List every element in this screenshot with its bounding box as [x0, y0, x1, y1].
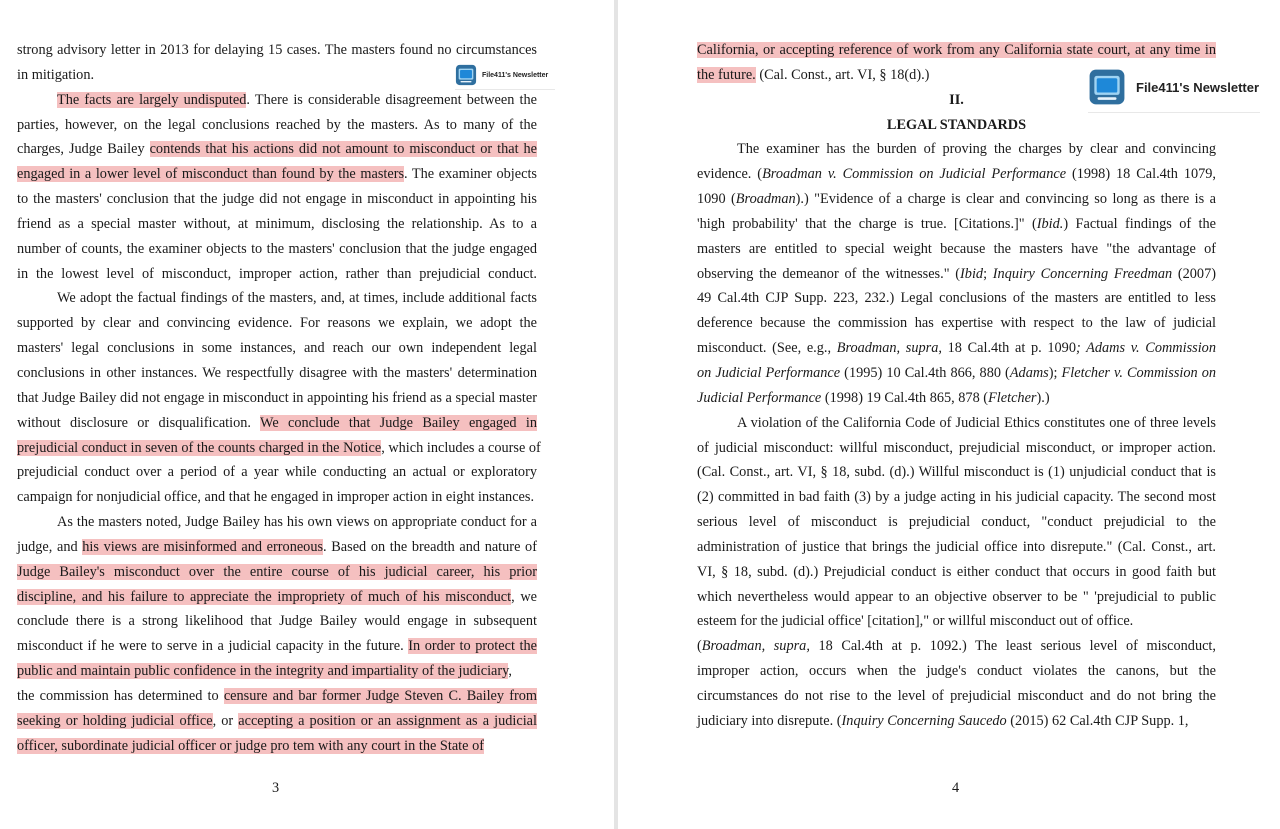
text-span: misconduct if he were to serve in a judicial capacity in the future.	[17, 638, 409, 655]
highlighted-text: censure and bar former Judge Steven C. Bailey from	[223, 687, 537, 704]
text-line	[17, 286, 537, 311]
text-span: administration of justice that brings the judicial office into disrepute." (Cal. Const., art.	[697, 538, 1216, 555]
text-span: parties, however, on the legal conclusions reached by the masters. As to many of the	[17, 116, 537, 133]
text-span: ;	[983, 265, 993, 282]
highlighted-text: Judge Bailey's misconduct over the entire course of his judicial career, his prior	[17, 563, 537, 580]
text-span: (2007)	[1172, 265, 1216, 282]
page-number: 3	[272, 780, 280, 796]
text-span: . Based on the breadth and nature of	[323, 538, 537, 555]
text-span: prejudicial conduct over a period of a year while conducting an actual or exploratory	[17, 464, 537, 481]
text-span: (1998) 19 Cal.4th 865, 878 (	[821, 389, 989, 406]
text-line	[17, 436, 541, 461]
text-span: misconduct. (See, e.g.,	[697, 340, 837, 357]
text-span: conclusions in other instances. We respectfully disagree with the masters' determination	[17, 364, 537, 381]
text-span: . There is considerable disagreement between the	[246, 91, 537, 108]
text-line	[697, 361, 1216, 386]
highlighted-text: engaged in a lower level of misconduct than found by the masters	[17, 166, 405, 183]
text-line	[697, 535, 1216, 560]
text-line	[17, 585, 537, 610]
text-line	[697, 634, 1216, 659]
highlighted-text: discipline, and his failure to appreciate the impropriety of much of his misconduct	[17, 588, 512, 605]
text-span: 'high probability' that the charge is true. [Citations.]" (	[697, 215, 1037, 232]
text-span: , which includes a course of	[381, 439, 541, 456]
text-line	[697, 460, 1216, 485]
text-line	[697, 38, 1216, 63]
text-line	[697, 436, 1216, 461]
text-span: LEGAL STANDARDS	[886, 116, 1027, 133]
text-span: ).) "Evidence of a charge is clear and convincing so long as there is a	[795, 191, 1216, 208]
text-span: esteem for the judicial office' [citation]," or willful misconduct out of office.	[697, 613, 1134, 630]
text-span: conclude there is a strong likelihood that Judge Bailey would engage in subsequent	[17, 613, 537, 630]
text-span: , we	[511, 588, 537, 605]
case-citation: Fletcher	[988, 389, 1037, 406]
newsletter-badge[interactable]	[455, 61, 555, 90]
text-span: . The examiner objects	[404, 166, 537, 183]
text-line	[17, 187, 537, 212]
text-line	[697, 113, 1216, 138]
text-span: masters are entitled to special weight because the masters have "the advantage of	[697, 240, 1216, 257]
text-line	[17, 88, 537, 113]
text-line	[697, 485, 1216, 510]
case-citation: Inquiry Concerning Freedman	[992, 265, 1173, 282]
text-span: (	[697, 638, 702, 655]
text-span: ).)	[1036, 389, 1050, 406]
text-span: charges, Judge Bailey	[17, 141, 150, 158]
text-span: without disclosure or disqualification.	[17, 414, 261, 431]
text-line	[17, 311, 537, 336]
text-line	[17, 684, 537, 709]
text-span: (Cal. Const., art. VI, § 18(d).)	[755, 66, 930, 83]
text-span: The examiner has the burden of proving the charges by clear and convincing	[737, 141, 1216, 158]
case-citation: on Judicial Performance	[697, 364, 841, 381]
text-span: , or	[212, 712, 239, 729]
text-line	[17, 113, 537, 138]
case-citation: Broadman, supra,	[701, 638, 810, 655]
text-line	[697, 585, 1216, 610]
text-line	[697, 411, 1216, 436]
case-citation: Adams	[1009, 364, 1049, 381]
text-line	[17, 734, 537, 759]
text-span: (Cal. Const., art. VI, § 18, subd. (d).) Willful misconduct is (1) unjudicial conduct that is	[697, 464, 1216, 481]
text-span: circumstances do not rise to the level of prejudicial misconduct and do not bring the	[697, 687, 1216, 704]
text-span: friend as a special master without, at minimum, disclosing the relationship. As to a	[17, 215, 537, 232]
text-line	[697, 560, 1216, 585]
text-line	[17, 137, 537, 162]
text-line	[17, 485, 537, 510]
case-citation: Broadman v. Commission on Judicial Performance	[762, 166, 1067, 183]
highlighted-text: accepting a position or an assignment as a judicial	[238, 712, 537, 729]
text-line	[697, 386, 1216, 411]
text-line	[17, 38, 537, 63]
text-line	[17, 212, 537, 237]
page-number: 4	[952, 780, 960, 796]
text-span: deference because the commission has expertise with respect to the law of judicial	[697, 315, 1216, 332]
document-page-3	[0, 0, 614, 829]
case-citation: Ibid	[960, 265, 984, 282]
highlighted-text: public and maintain public confidence in the integrity and impartiality of the judiciary	[17, 663, 509, 680]
text-span: We adopt the factual findings of the masters, and, at times, include additional facts	[57, 290, 537, 307]
case-citation: Ibid.	[1036, 215, 1064, 232]
text-line	[17, 237, 537, 262]
text-span: observing the demeanor of the witnesses." (	[697, 265, 961, 282]
case-citation: Fletcher v. Commission on	[1061, 364, 1217, 381]
case-citation: Inquiry Concerning Saucedo	[841, 712, 1007, 729]
text-line	[17, 609, 537, 634]
text-span: evidence. (	[697, 166, 763, 183]
text-span: improper action, occurs when the judge's conduct violates the canons, but the	[697, 663, 1216, 680]
text-line	[17, 386, 537, 411]
newsletter-logo-icon	[455, 64, 477, 86]
text-span: (2015) 62 Cal.4th CJP Supp. 1,	[1006, 712, 1189, 729]
text-line	[697, 609, 1216, 634]
text-line	[17, 411, 537, 436]
newsletter-badge[interactable]	[1088, 62, 1260, 113]
text-span: the commission has determined to	[17, 687, 224, 704]
text-span: judiciary into disrepute. (	[697, 712, 842, 729]
text-line	[17, 460, 537, 485]
highlighted-text: officer, subordinate judicial officer or judge pro tem with any court in the State of	[17, 737, 484, 754]
text-span: As the masters noted, Judge Bailey has his own views on appropriate conduct for a	[57, 514, 537, 531]
highlighted-text: The facts are largely undisputed	[57, 91, 247, 108]
text-span: serious level of misconduct is prejudicial conduct, "conduct prejudicial to the	[697, 514, 1216, 531]
highlighted-text: California, or accepting reference of work from any California state court, at any time in	[697, 42, 1216, 58]
text-span: that Judge Bailey did not engage in misconduct in appointing his friend as a special master	[17, 389, 537, 406]
text-span: A violation of the California Code of Judicial Ethics constitutes one of three levels	[737, 414, 1216, 431]
text-line	[17, 162, 537, 187]
text-span: ) Factual findings of the	[1063, 215, 1216, 232]
text-line	[697, 311, 1216, 336]
text-span: judge, and	[17, 538, 83, 555]
newsletter-name: File411's Newsletter	[1136, 79, 1260, 95]
text-span: II.	[949, 91, 964, 108]
case-citation: Judicial Performance	[697, 389, 822, 406]
highlighted-text: We conclude that Judge Bailey engaged in	[260, 414, 537, 431]
text-span: 18 Cal.4th at p. 1092.) The least serious level of misconduct,	[809, 638, 1216, 655]
text-line	[17, 535, 537, 560]
text-line	[697, 162, 1216, 187]
text-span: 1090 (	[697, 191, 736, 208]
text-span: ,	[508, 663, 512, 680]
text-line	[697, 684, 1216, 709]
text-span: masters' legal conclusions in some instances, and reach our own independent legal	[17, 340, 537, 357]
case-citation: Broadman, supra,	[836, 340, 942, 357]
text-span: strong advisory letter in 2013 for delaying 15 cases. The masters found no circumstances	[17, 42, 537, 58]
text-line	[697, 510, 1216, 535]
text-span: in mitigation.	[17, 66, 95, 83]
page-3-text	[17, 38, 541, 758]
text-line	[697, 212, 1216, 237]
highlighted-text: contends that his actions did not amount to misconduct or that he	[149, 141, 538, 158]
text-span: to the masters' conclusion that the judge did not engage in misconduct in appointing his	[17, 191, 537, 208]
newsletter-name: File411's Newsletter	[482, 71, 549, 79]
text-line	[697, 336, 1216, 361]
text-line	[17, 634, 537, 659]
text-line	[17, 659, 537, 684]
newsletter-logo-icon	[1088, 68, 1126, 106]
highlighted-text: In order to protect the	[408, 638, 537, 655]
text-span: (2) committed in bad faith (3) by a judge acting in his judicial capacity. The second most	[697, 489, 1216, 506]
page-4-text	[697, 38, 1216, 734]
text-span: supported by clear and convincing evidence. For reasons we explain, we adopt the	[17, 315, 537, 332]
case-citation: ; Adams v. Commission	[1075, 340, 1216, 357]
text-span: );	[1048, 364, 1062, 381]
text-line	[697, 659, 1216, 684]
case-citation: Broadman	[735, 191, 796, 208]
text-line	[17, 361, 537, 386]
highlighted-text: seeking or holding judicial office	[17, 712, 213, 729]
text-line	[697, 262, 1216, 287]
text-line	[697, 286, 1216, 311]
highlighted-text: his views are misinformed and erroneous	[82, 538, 324, 555]
text-span: of judicial misconduct: willful misconduct, prejudicial misconduct, or improper action.	[697, 439, 1216, 456]
text-span: VI, § 18, subd. (d).) Prejudicial conduct is either conduct that occurs in good faith but	[697, 563, 1216, 580]
text-line	[697, 137, 1216, 162]
text-line	[17, 560, 537, 585]
highlighted-text: prejudicial conduct in seven of the counts charged in the Notice	[17, 439, 382, 456]
text-line	[697, 187, 1216, 212]
document-page-4	[618, 0, 1280, 829]
text-span: 49 Cal.4th CJP Supp. 223, 232.) Legal conclusions of the masters are entitled to less	[697, 290, 1216, 307]
text-span: 18 Cal.4th at p. 1090	[941, 340, 1076, 357]
text-line	[697, 237, 1216, 262]
text-span: (1995) 10 Cal.4th 866, 880 (	[840, 364, 1010, 381]
text-line	[17, 510, 537, 535]
text-line	[17, 709, 537, 734]
text-span: which nevertheless would appear to an objective observer to be " 'prejudicial to public	[697, 588, 1216, 605]
text-span: campaign for nonjudicial office, and that he engaged in improper action in eight instances.	[17, 489, 535, 506]
text-line	[697, 709, 1216, 734]
text-span: in the lowest level of misconduct, improper action, rather than prejudicial conduct.	[17, 265, 537, 282]
highlighted-text: the future.	[697, 66, 756, 83]
text-span: (1998) 18 Cal.4th 1079,	[1066, 166, 1216, 183]
text-line	[17, 262, 537, 287]
text-line	[17, 336, 537, 361]
text-span: number of counts, the examiner objects to the masters' conclusion that the judge engaged	[17, 240, 537, 257]
